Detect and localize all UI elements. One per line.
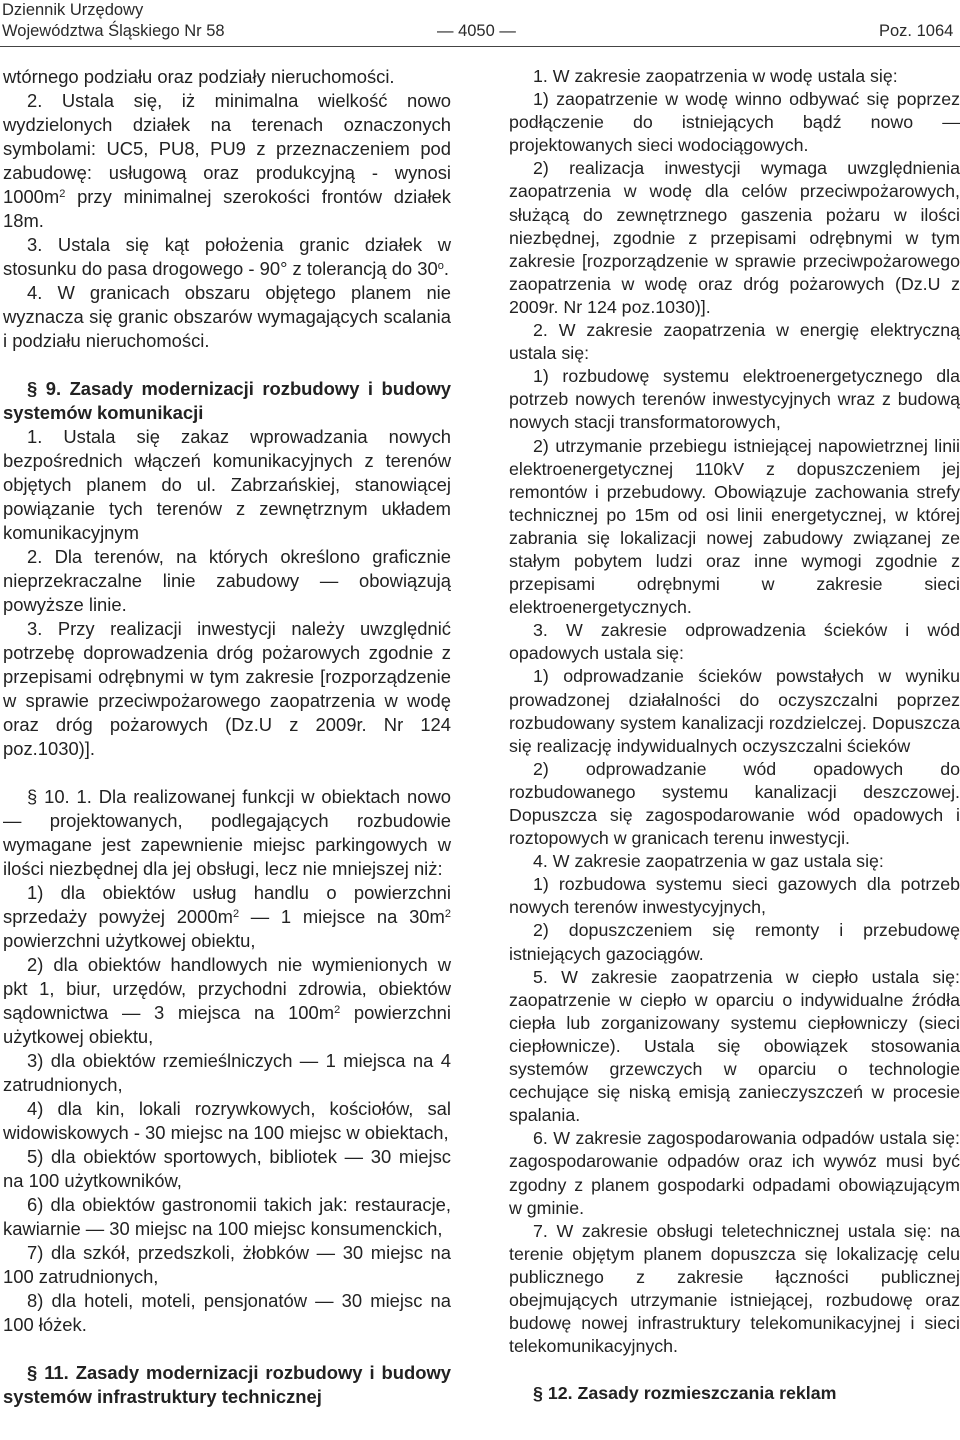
paragraph: 5. W zakresie zaopatrzenia w ciepło ustala się: zaopatrzenie w ciepło w oparciu o indywidualne źródła ciepła lub zorganizowany systemu ciepłowniczy (sieci ciepłownicze). Ustala się obowiązek stosowania systemów grzewczych w oparciu o technologie cechujące się niską emisją zanieczyszczeń w procesie spalania. (509, 966, 960, 1126)
list-item: 1) rozbudowę systemu elektroenergetycznego dla potrzeb nowych terenów inwestycyjnych wraz z budową nowych stacji transformatorowych, (509, 366, 960, 433)
left-column (3, 65, 451, 1409)
list-item: 2) dopuszczeniem się remonty i przebudowę istniejących gazociągów. (509, 920, 960, 964)
paragraph: 2. Ustala się, iż minimalna wielkość nowo wydzielonych działek na terenach oznaczonych symbolami: UC5, PU8, PU9 z przeznaczeniem pod zabudowę: usługową oraz produkcyjną - wynosi $1000m^2$ przy minimalnej szerokości frontów działek 18m. (3, 90, 451, 231)
paragraph: 1. W zakresie zaopatrzenia w wodę ustala się: (533, 66, 898, 86)
paragraph: wtórnego podziału oraz podziały nieruchomości. (3, 66, 395, 87)
list-item: 1) odprowadzanie ścieków powstałych w wyniku prowadzonej działalności do oczyszczalni poprzez rozbudowany system kanalizacji rozdzielczej. Dopuszcza się realizację indywidualnych oczyszczalni ścieków (509, 666, 960, 756)
paragraph: 4. W granicach obszaru objętego planem nie wyznacza się granic obszarów wymagających scalania i podziału nieruchomości. (3, 282, 451, 351)
list-item: 5) dla obiektów sportowych, bibliotek — 30 miejsc na 100 użytkowników, (3, 1146, 451, 1191)
list-item: 4) dla kin, lokali rozrywkowych, kościołów, sal widowiskowych - 30 miejsc na 100 miejsc w obiektach, (3, 1098, 451, 1143)
right-column (509, 65, 960, 1405)
journal-issue: Województwa Śląskiego Nr 58 (2, 22, 225, 40)
journal-title: Dziennik Urzędowy (2, 1, 144, 19)
list-item: 1) dla obiektów usług handlu o powierzchni sprzedaży powyżej $2000m^2$ — 1 miejsce na $30m^2$ powierzchni użytkowej obiektu, (3, 882, 451, 951)
list-item: 2) dla obiektów handlowych nie wymienionych w pkt 1, biur, urzędów, przychodni zdrowia, obiektów sądownictwa — 3 miejsca na $100m^2$ powierzchni użytkowej obiektu, (3, 954, 451, 1047)
list-item: 6) dla obiektów gastronomii takich jak: restauracje, kawiarnie — 30 miejsc na 100 miejsc konsumenckich, (3, 1194, 451, 1239)
paragraph: 3. Ustala się kąt położenia granic działek w stosunku do pasa drogowego - 90° z tolerancją do 30$^o$. (3, 234, 451, 279)
paragraph: 6. W zakresie zagospodarowania odpadów ustala się: zagospodarowanie odpadów oraz ich wywóz musi być zgodny z planem gospodarki odpadami obowiązującym w gminie. (509, 1128, 960, 1218)
paragraph: 2. W zakresie zaopatrzenia w energię elektryczną ustala się: (509, 320, 960, 364)
section-heading: § 9. Zasady modernizacji rozbudowy i budowy systemów komunikacji (3, 378, 451, 423)
paragraph: 4. W zakresie zaopatrzenia w gaz ustala się: (533, 851, 884, 872)
paragraph: 2. Dla terenów, na których określono graficznie nieprzekraczalne linie zabudowy — obowiązują powyższe linie. (3, 546, 451, 615)
section-heading: § 11. Zasady modernizacji rozbudowy i budowy systemów infrastruktury technicznej (3, 1362, 451, 1407)
list-item: 1) zaopatrzenie w wodę winno odbywać się poprzez podłączenie do istniejących bądź nowo — projektowanych sieci wodociągowych. (509, 89, 960, 156)
paragraph: 3. W zakresie odprowadzenia ścieków i wód opadowych ustala się: (509, 620, 960, 664)
header-divider (0, 46, 960, 47)
list-item: 2) odprowadzanie wód opadowych do rozbudowanego systemu kanalizacji deszczowej. Dopuszcza się zagospodarowanie wód opadowych i roztopowych w granicach terenu inwestycji. (509, 758, 960, 849)
list-item: 1) rozbudowa systemu sieci gazowych dla potrzeb nowych terenów inwestycyjnych, (509, 874, 960, 918)
list-item: 8) dla hoteli, moteli, pensjonatów — 30 miejsc na 100 łóżek. (3, 1290, 451, 1335)
page-number: — 4050 — (437, 22, 516, 40)
paragraph: 7. W zakresie obsługi teletechnicznej ustala się: na terenie objętym planem dopuszcza się lokalizację celu publicznego z zakresie łączności publicznej obejmujących utrzymanie istniejącej, rozbudowę oraz budowę nowej infrastruktury telekomunikacyjnej i sieci telekomunikacyjnych. (509, 1220, 960, 1357)
list-item: 7) dla szkół, przedszkoli, żłobków — 30 miejsc na 100 zatrudnionych, (3, 1242, 451, 1287)
list-item: 3) dla obiektów rzemieślniczych — 1 miejsca na 4 zatrudnionych, (3, 1050, 451, 1095)
paragraph: 1. Ustala się zakaz wprowadzania nowych bezpośrednich włączeń komunikacyjnych z terenów objętych planem do ul. Zabrzańskiej, stanowiącej powiązanie tych terenów z zewnętrznym układem komunikacyjnym (3, 426, 451, 543)
section-heading: § 12. Zasady rozmieszczania reklam (533, 1383, 837, 1404)
list-item: 2) realizacja inwestycji wymaga uwzględnienia zaopatrzenia w wodę dla celów przeciwpożarowych, służącą do zewnętrznego gaszenia pożaru w ilości niezbędnej, zgodnie z przepisami odrębnymi w tym zakresie [rozporządzenie w sprawie przeciwpożarowego zaopatrzenia w wodę oraz dróg pożarowych (Dz.U z 2009r. Nr 124 poz.1030)]. (509, 158, 960, 317)
paragraph: § 10. 1. Dla realizowanej funkcji w obiektach nowo — projektowanych, podlegających rozbudowie wymagane jest zapewnienie miejsc parkingowych w ilości niezbędnej dla jej obsługi, lecz nie mniejszej niż: (3, 786, 451, 879)
list-item: 2) utrzymanie przebiegu istniejącej napowietrznej linii elektroenergetycznej 110kV z dopuszczeniem jej remontów i przebudowy. Obowiązuje zachowania strefy technicznej po 15m od osi linii energetycznej, w której zabrania się lokalizacji nowej zabudowy związanej ze stałym pobytem ludzi oraz inne wymogi zgodnie z przepisami odrębnymi w zakresie sieci elektroenergetycznych. (509, 435, 960, 618)
paragraph: 3. Przy realizacji inwestycji należy uwzględnić potrzebę doprowadzenia dróg pożarowych zgodnie z przepisami odrębnymi w tym zakresie [rozporządzenie w sprawie przeciwpożarowego zaopatrzenia w wodę oraz dróg pożarowych (Dz.U z 2009r. Nr 124 poz.1030)]. (3, 618, 451, 759)
position-number: Poz. 1064 (879, 22, 954, 40)
page-header (0, 0, 960, 50)
